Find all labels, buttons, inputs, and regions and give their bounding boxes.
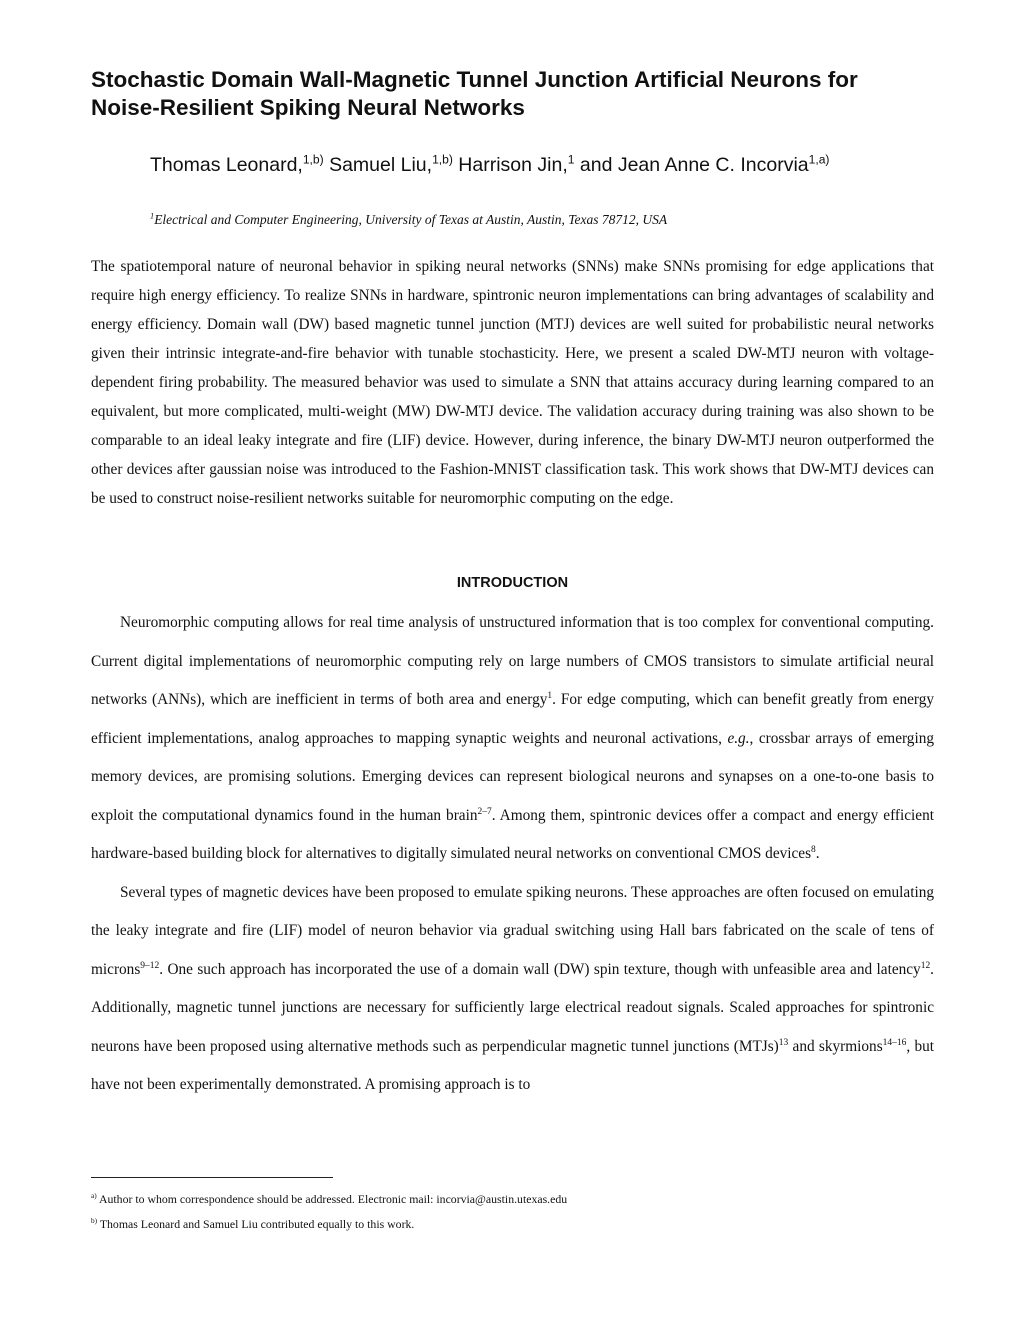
author-name: Thomas Leonard, <box>150 154 303 176</box>
title-line-2: Noise-Resilient Spiking Neural Networks <box>91 95 525 120</box>
footnote-divider <box>91 1177 333 1178</box>
footnote-text: Author to whom correspondence should be addressed. Electronic mail: incorvia@austin.utexas.edu <box>96 1192 568 1206</box>
text-run: . For edge computing, which can benefit greatly from energy efficient implementations, analog approaches to mapping synaptic weights and neuronal activations, <box>91 691 934 747</box>
intro-paragraph-2 <box>91 874 934 1105</box>
text-run: . Among them, spintronic devices offer a compact and energy efficient hardware-based building block for alternatives to digitally simulated neural networks on conventional CMOS devices <box>91 806 934 862</box>
author-name: Harrison Jin, <box>452 154 568 176</box>
affiliation <box>150 210 930 230</box>
text-run: , crossbar arrays of emerging memory devices, are promising solutions. Emerging devices can represent biological neurons and synapses on a one-to-one basis to exploit the computational dynamics found in the human brain <box>91 729 934 824</box>
paper-title <box>91 66 951 122</box>
author-affiliation-mark: 1 <box>567 152 575 167</box>
author-affiliation-mark: 1,a) <box>808 152 830 167</box>
affiliation-text: Electrical and Computer Engineering, University of Texas at Austin, Austin, Texas 78712, USA <box>154 212 668 227</box>
author-name: Samuel Liu, <box>323 154 433 176</box>
text-run: Several types of magnetic devices have been proposed to emulate spiking neurons. These approaches are often focused on emulating the leaky integrate and fire (LIF) model of neuron behavior via gradual switching using Hall bars fabricated on the scale of tens of microns <box>91 883 934 978</box>
intro-paragraph-1 <box>91 604 934 874</box>
text-run: and skyrmions <box>788 1037 883 1055</box>
citation-ref: 12 <box>920 960 931 971</box>
footnote-mark: b) <box>91 1216 98 1226</box>
citation-ref: 8 <box>811 844 816 855</box>
abstract-text: The spatiotemporal nature of neuronal behavior in spiking neural networks (SNNs) make SNNs promising for edge applications that require high energy efficiency. To realize SNNs in hardware, spintronic neuron implementations can bring advantages of scalability and energy efficiency. Domain wall (DW) based magnetic tunnel junction (MTJ) devices are well suited for probabilistic neural networks given their intrinsic integrate-and-fire behavior with tunable stochasticity. Here, we present a scaled DW-MTJ neuron with voltage-dependent firing probability. The measured behavior was used to simulate a SNN that attains accuracy during learning compared to an equivalent, but more complicated, multi-weight (MW) DW-MTJ device. The validation accuracy during training was also shown to be comparable to an ideal leaky integrate and fire (LIF) device. However, during inference, the binary DW-MTJ neuron outperformed the other devices after gaussian noise was introduced to the Fashion-MNIST classification task. This work shows that DW-MTJ devices can be used to construct noise-resilient networks suitable for neuromorphic computing on the edge. <box>91 258 934 507</box>
text-run: . Additionally, magnetic tunnel junctions are necessary for sufficiently large electrical readout signals. Scaled approaches for spintronic neurons have been proposed using alternative methods such as perpendicular magnetic tunnel junctions (MTJs) <box>91 960 934 1055</box>
title-line-1: Stochastic Domain Wall-Magnetic Tunnel Junction Artificial Neurons for <box>91 67 858 92</box>
citation-ref: 9–12 <box>140 960 160 971</box>
abstract <box>91 252 934 513</box>
text-run: . One such approach has incorporated the use of a domain wall (DW) spin texture, though with unfeasible area and latency <box>159 960 921 978</box>
text-run: Neuromorphic computing allows for real time analysis of unstructured information that is too complex for conventional computing. Current digital implementations of neuromorphic computing rely on large numbers of CMOS transistors to simulate artificial neural networks (ANNs), which are inefficient in terms of both area and energy <box>91 614 934 708</box>
citation-ref: 13 <box>778 1037 789 1048</box>
citation-ref: 1 <box>547 690 553 701</box>
footnote-correspondence <box>91 1191 934 1207</box>
section-heading-introduction: INTRODUCTION <box>456 575 569 591</box>
text-run: , but have not been experimentally demonstrated. A promising approach is to <box>91 1037 934 1093</box>
footnote-equal-contribution <box>91 1216 934 1232</box>
emphasis-eg: e.g. <box>727 729 750 747</box>
affiliation-mark: 1 <box>150 211 155 221</box>
citation-ref: 2–7 <box>477 806 492 817</box>
footnote-mark: a) <box>91 1191 97 1201</box>
introduction-body <box>91 604 934 1105</box>
author-affiliation-mark: 1,b) <box>432 152 453 167</box>
author-affiliation-mark: 1,b) <box>302 152 324 167</box>
text-run: . <box>815 845 820 862</box>
footnote-text: Thomas Leonard and Samuel Liu contributed equally to this work. <box>97 1217 415 1231</box>
author-list <box>150 152 930 178</box>
citation-ref: 14–16 <box>882 1037 907 1048</box>
author-name: and Jean Anne C. Incorvia <box>574 154 809 176</box>
